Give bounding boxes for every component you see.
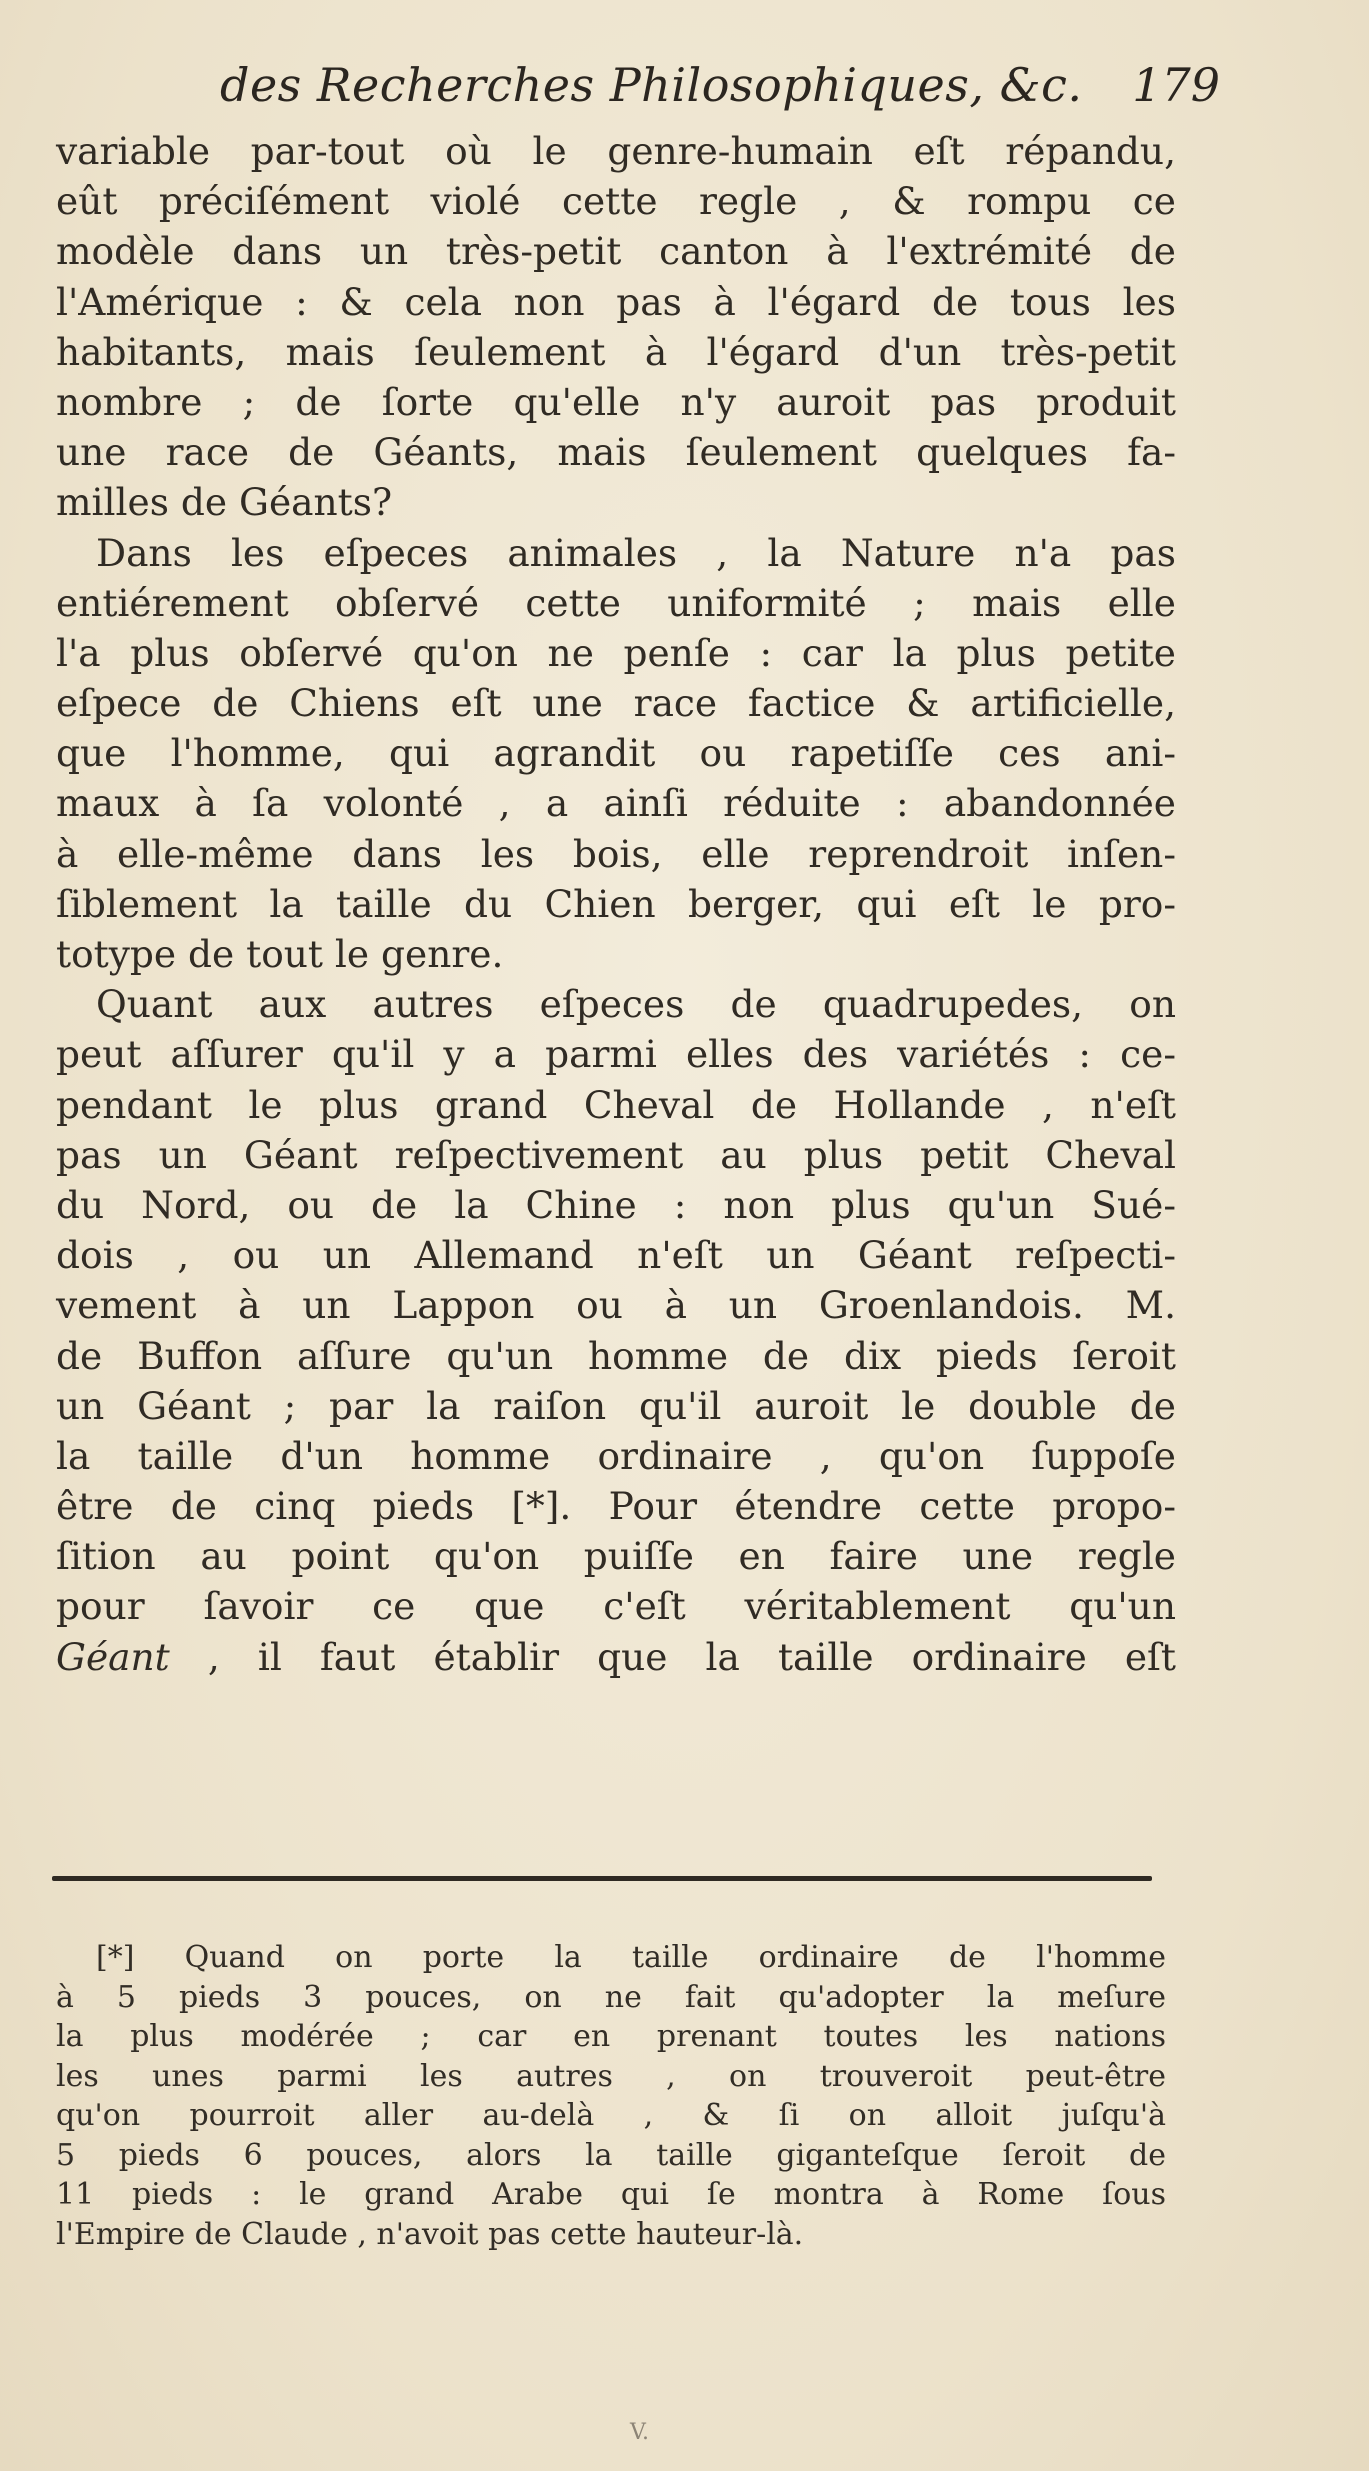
text-line: la taille d'un homme ordinaire , qu'on ſuppoſe bbox=[56, 1433, 1176, 1478]
page-number: 179 bbox=[1132, 58, 1220, 112]
footnote bbox=[56, 1938, 1166, 2254]
text-line: peut aſſurer qu'il y a parmi elles des variétés : ce- bbox=[56, 1032, 1176, 1077]
text-line: que l'homme, qui agrandit ou rapetiſſe ces ani- bbox=[56, 731, 1176, 776]
text-line: l'a plus obſervé qu'on ne penſe : car la plus petite bbox=[56, 630, 1176, 675]
footnote-line: l'Empire de Claude , n'avoit pas cette hauteur-là. bbox=[56, 2216, 804, 2252]
text-line: eſpece de Chiens eſt une race factice & artificielle, bbox=[56, 681, 1176, 726]
signature-mark: V. bbox=[630, 2420, 650, 2445]
running-head: des Recherches Philosophiques, &c. bbox=[220, 58, 1083, 112]
text-line: variable par-tout où le genre-humain eſt répandu, bbox=[56, 129, 1176, 173]
text-line: pendant le plus grand Cheval de Hollande , n'eſt bbox=[56, 1082, 1176, 1127]
footnote-line: qu'on pourroit aller au-delà , & ſi on alloit juſqu'à bbox=[56, 2098, 1166, 2133]
text-line: à elle-même dans les bois, elle reprendroit inſen- bbox=[56, 831, 1176, 876]
text-line: nombre ; de ſorte qu'elle n'y auroit pas produit bbox=[56, 379, 1176, 424]
text-line: entiérement obſervé cette uniformité ; mais elle bbox=[56, 580, 1176, 625]
text-line: maux à ſa volonté , a ainſi réduite : abandonnée bbox=[56, 781, 1176, 826]
footnote-line: 5 pieds 6 pouces, alors la taille giganteſque ſeroit de bbox=[56, 2137, 1166, 2173]
footnote-line: à 5 pieds 3 pouces, on ne fait qu'adopter la meſure bbox=[56, 1979, 1166, 2015]
text-line: modèle dans un très-petit canton à l'extrémité de bbox=[56, 229, 1176, 274]
footnote-line: les unes parmi les autres , on trouveroit peut-être bbox=[56, 2058, 1166, 2094]
text-line: pour ſavoir ce que c'eſt véritablement qu'un bbox=[56, 1584, 1176, 1629]
main-text bbox=[56, 126, 1176, 1682]
text-line: être de cinq pieds [*]. Pour étendre cette propo- bbox=[56, 1484, 1176, 1529]
page-header bbox=[200, 58, 1220, 130]
footnote-line: la plus modérée ; car en prenant toutes les nations bbox=[56, 2019, 1166, 2054]
footnote-line: 11 pieds : le grand Arabe qui ſe montra à Rome ſous bbox=[56, 2177, 1166, 2212]
footnote-line: [*] Quand on porte la taille ordinaire de l'homme bbox=[96, 1940, 1166, 1975]
paragraph-start-line: Quant aux autres eſpeces de quadrupedes, on bbox=[96, 982, 1176, 1027]
text-line: une race de Géants, mais ſeulement quelques fa- bbox=[56, 430, 1176, 475]
text-line: totype de tout le genre. bbox=[56, 932, 504, 976]
text-line: dois , ou un Allemand n'eſt un Géant reſpecti- bbox=[56, 1233, 1176, 1278]
paragraph-start-line: Dans les eſpeces animales , la Nature n'a pas bbox=[96, 530, 1176, 575]
text-line: vement à un Lappon ou à un Groenlandois. M. bbox=[56, 1283, 1176, 1328]
emphasized-word: Géant bbox=[56, 1634, 170, 1679]
text-line: un Géant ; par la raiſon qu'il auroit le double de bbox=[56, 1383, 1176, 1428]
text-line: pas un Géant reſpectivement au plus petit Cheval bbox=[56, 1132, 1176, 1177]
footnote-separator-rule bbox=[52, 1876, 1152, 1881]
text-line: eût préciſément violé cette regle , & rompu ce bbox=[56, 179, 1176, 224]
text-line: ſition au point qu'on puiſſe en faire une regle bbox=[56, 1534, 1176, 1579]
text-line-last: Géant , il faut établir que la taille ordinaire eſt bbox=[56, 1634, 1176, 1679]
text-line: habitants, mais ſeulement à l'égard d'un très-petit bbox=[56, 329, 1176, 374]
text-line: ſiblement la taille du Chien berger, qui eſt le pro- bbox=[56, 881, 1176, 926]
text-line: l'Amérique : & cela non pas à l'égard de tous les bbox=[56, 279, 1176, 324]
text-line: de Buffon aſſure qu'un homme de dix pieds ſeroit bbox=[56, 1333, 1176, 1378]
text-line: milles de Géants? bbox=[56, 480, 393, 525]
text-line: du Nord, ou de la Chine : non plus qu'un Sué- bbox=[56, 1182, 1176, 1227]
